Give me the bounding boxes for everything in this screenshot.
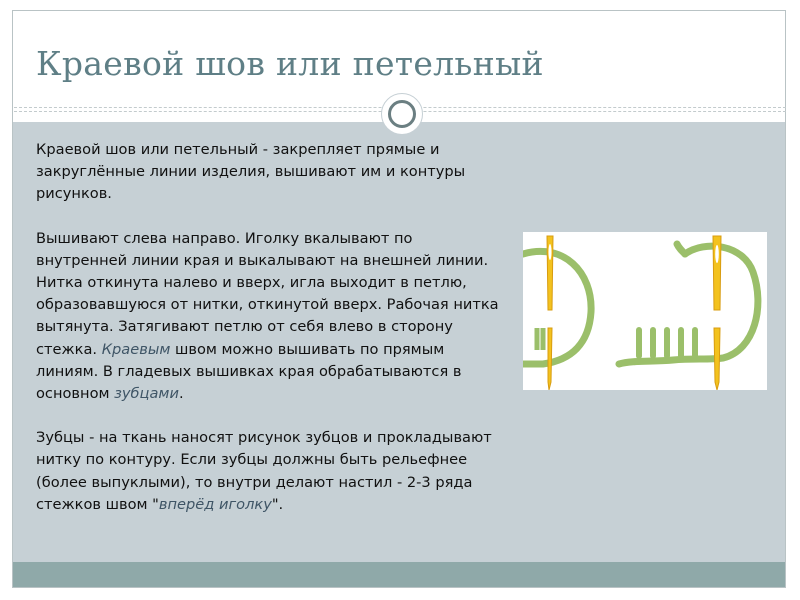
paragraph-2-part-3: . (178, 385, 184, 403)
link-vpered-igolku[interactable]: вперёд иголку (158, 495, 272, 513)
paragraph-3 (36, 427, 506, 516)
circle-ring (388, 100, 416, 128)
paragraph-2-part-1: Вышивают слева направо. Иголку вкалывают по внутренней линии края и выкалывают на внешней линии. Нитка откинута налево и вверх, игла выходит в петлю, образовавшуюся от нитки, откинутой вверх. Рабочая нитка вытянута. Затягивают петлю от себя влево в сторону стежка. (36, 229, 499, 358)
paragraph-3-part-2: ". (271, 495, 284, 513)
right-needle-eye (715, 245, 719, 263)
footer-band (13, 562, 785, 587)
left-needle-eye (549, 244, 552, 260)
paragraph-1: Краевой шов или петельный - закрепляет прямые и закруглённые линии изделия, вышивают им и контуры рисунков. (36, 141, 466, 203)
right-stitch-row (639, 330, 695, 356)
link-kraevym[interactable]: Краевым (101, 340, 171, 358)
stitch-illustration (523, 232, 767, 390)
paragraph-2-part-2: швом можно вышивать по прямым линиям. В гладевых вышивках края обрабатываются в основном (36, 340, 462, 403)
body-text (36, 139, 506, 516)
paragraph-2 (36, 228, 506, 406)
link-zubtsami[interactable]: зубцами (114, 385, 179, 403)
divider-circle-icon (381, 93, 423, 135)
right-thread-baseline (619, 358, 723, 364)
slide-title: Краевой шов или петельный (36, 44, 544, 83)
right-needle-lower-icon (714, 328, 720, 390)
right-thread-end (677, 244, 685, 254)
left-stitch (537, 328, 543, 350)
stitch-illustration-svg (523, 232, 767, 390)
left-needle-lower-icon (548, 328, 552, 390)
left-thread-loop (523, 251, 591, 364)
paragraph-3-part-1: Зубцы - на ткань наносят рисунок зубцов и прокладывают нитку по контуру. Если зубцы должны быть рельефнее (более выпуклыми), то внутри делают настил - 2-3 ряда стежков швом " (36, 429, 492, 513)
